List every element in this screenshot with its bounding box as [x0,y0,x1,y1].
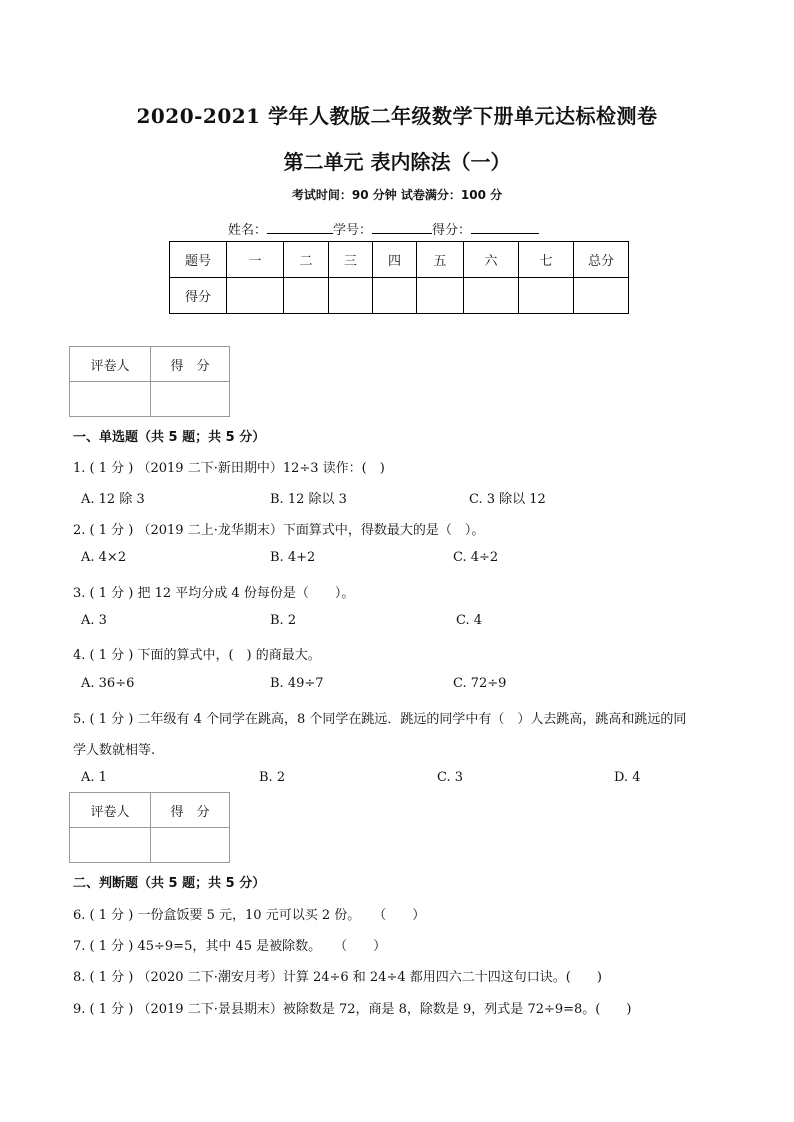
score-row-label: 得分 [170,278,227,314]
question-3: 3. ( 1 分 ) 把 12 平均分成 4 份每份是（ ）。 [73,586,355,601]
grader-box-2 [69,792,230,863]
q2-option-c[interactable]: C. 4÷2 [453,550,499,565]
score-cell-1: 一 [227,242,284,278]
score-input-6[interactable] [464,278,519,314]
q2-option-a[interactable]: A. 4×2 [81,550,127,565]
score-cell-7: 七 [519,242,574,278]
q4-option-c[interactable]: C. 72÷9 [453,676,507,691]
grader-score-label: 得 分 [151,793,230,828]
grader-box-1 [69,346,230,417]
q1-option-b[interactable]: B. 12 除以 3 [270,492,347,507]
score-cell-6: 六 [464,242,519,278]
question-6: 6. ( 1 分 ) 一份盒饭要 5 元，10 元可以买 2 份。 （ ） [73,908,426,923]
score-cell-5: 五 [417,242,464,278]
name-blank[interactable] [267,221,333,234]
score-input-1[interactable] [227,278,284,314]
grader-reviewer-label: 评卷人 [70,347,151,382]
unit-title: 第二单元 表内除法（一） [283,150,511,174]
section-2-heading: 二、判断题（共 5 题；共 5 分） [73,876,266,891]
grader-reviewer-input[interactable] [70,382,151,417]
score-table-score-row [170,278,629,314]
score-input-4[interactable] [373,278,417,314]
question-7: 7. ( 1 分 ) 45÷9=5，其中 45 是被除数。 （ ） [73,939,387,954]
grader-reviewer-label: 评卷人 [70,793,151,828]
exam-info: 考试时间：90 分钟 试卷满分：100 分 [291,188,503,202]
q3-option-a[interactable]: A. 3 [81,613,107,628]
q2-option-b[interactable]: B. 4+2 [270,550,316,565]
score-input-total[interactable] [574,278,629,314]
score-input-5[interactable] [417,278,464,314]
q3-option-b[interactable]: B. 2 [270,613,297,628]
student-info-line [228,219,539,238]
grader-reviewer-input[interactable] [70,828,151,863]
q5-option-b[interactable]: B. 2 [259,770,286,785]
section-1-heading: 一、单选题（共 5 题；共 5 分） [73,430,266,445]
q1-option-a[interactable]: A. 12 除 3 [81,492,145,507]
q4-option-b[interactable]: B. 49÷7 [270,676,324,691]
q1-option-c[interactable]: C. 3 除以 12 [469,492,546,507]
q3-option-c[interactable]: C. 4 [456,613,483,628]
q5-option-c[interactable]: C. 3 [437,770,464,785]
student-no-label: 学号： [333,223,373,238]
score-cell-3: 三 [329,242,373,278]
student-no-blank[interactable] [372,221,432,234]
score-blank[interactable] [471,221,539,234]
question-5-continued: 学人数就相等. [73,743,156,758]
score-input-3[interactable] [329,278,373,314]
score-table-header-row [170,242,629,278]
score-label: 得分： [432,223,472,238]
score-cell-total: 总分 [574,242,629,278]
question-4: 4. ( 1 分 ) 下面的算式中，( ) 的商最大。 [73,648,321,663]
question-8: 8. ( 1 分 ) （2020 二下·潮安月考）计算 24÷6 和 24÷4 都用四六二十四这句口诀。( ) [73,970,602,985]
score-cell-2: 二 [284,242,329,278]
score-input-2[interactable] [284,278,329,314]
grader-score-label: 得 分 [151,347,230,382]
question-5: 5. ( 1 分 ) 二年级有 4 个同学在跳高，8 个同学在跳远．跳远的同学中有（ ）人去跳高，跳高和跳远的同 [73,712,687,727]
question-2: 2. ( 1 分 ) （2019 二上·龙华期末）下面算式中，得数最大的是（ ）。 [73,523,485,538]
question-9: 9. ( 1 分 ) （2019 二下·景县期末）被除数是 72，商是 8，除数是 9，列式是 72÷9=8。( ) [73,1002,632,1017]
question-1: 1. ( 1 分 ) （2019 二下·新田期中）12÷3 读作：( ) [73,461,385,476]
q4-option-a[interactable]: A. 36÷6 [81,676,135,691]
grader-score-input[interactable] [151,382,230,417]
score-cell-label: 题号 [170,242,227,278]
score-cell-4: 四 [373,242,417,278]
score-input-7[interactable] [519,278,574,314]
name-label: 姓名： [228,223,268,238]
q5-option-d[interactable]: D. 4 [614,770,641,785]
score-table [169,241,629,314]
exam-title: 2020-2021 学年人教版二年级数学下册单元达标检测卷 [136,104,658,128]
q5-option-a[interactable]: A. 1 [81,770,107,785]
grader-score-input[interactable] [151,828,230,863]
